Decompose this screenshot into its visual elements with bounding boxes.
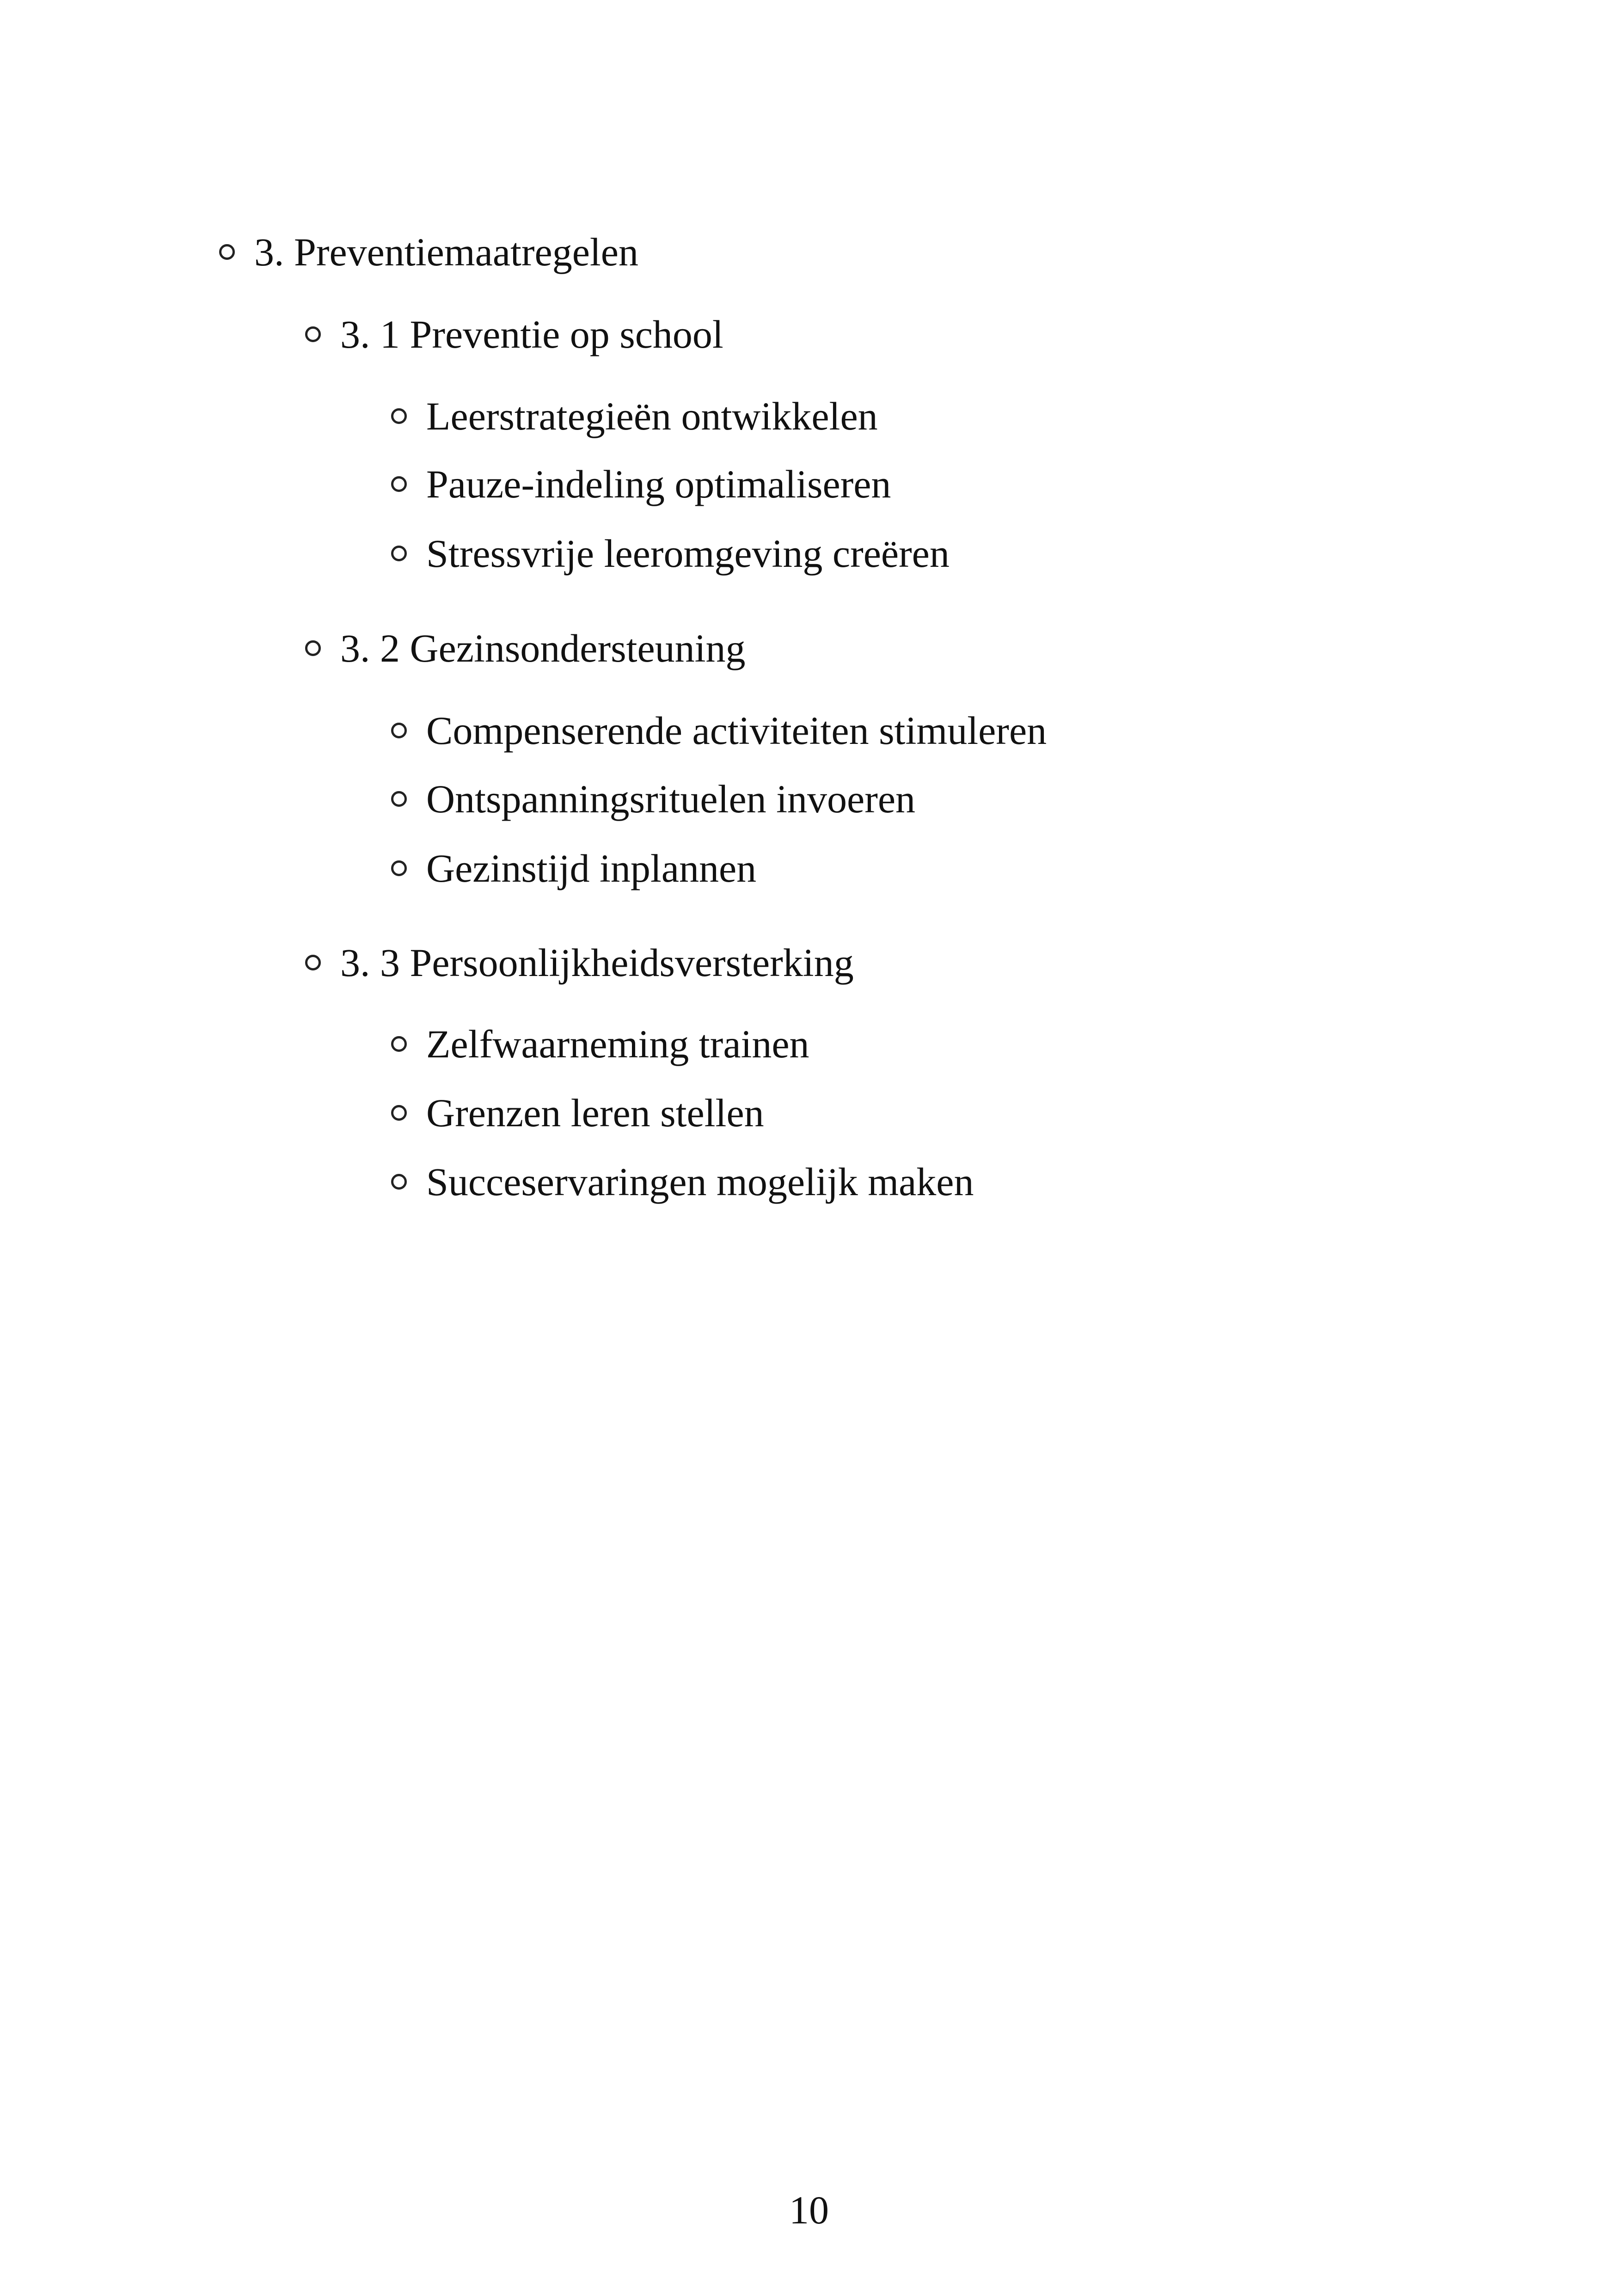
hollow-circle-bullet-icon: [391, 1036, 407, 1052]
list-item-text: Pauze-indeling optimaliseren: [426, 462, 891, 506]
hollow-circle-bullet-icon: [305, 326, 321, 342]
list-item-text: Gezinstijd inplannen: [426, 846, 757, 890]
subsection-heading: [305, 311, 723, 357]
list-item: [391, 530, 950, 577]
hollow-circle-bullet-icon: [305, 640, 321, 656]
subsection-title: 3. 3 Persoonlijkheidsversterking: [340, 940, 854, 985]
hollow-circle-bullet-icon: [391, 1174, 407, 1190]
hollow-circle-bullet-icon: [219, 244, 235, 260]
hollow-circle-bullet-icon: [391, 791, 407, 807]
hollow-circle-bullet-icon: [305, 955, 321, 970]
list-item: [391, 707, 1047, 754]
hollow-circle-bullet-icon: [391, 476, 407, 492]
list-item-text: Grenzen leren stellen: [426, 1091, 764, 1135]
hollow-circle-bullet-icon: [391, 408, 407, 424]
list-item: [391, 776, 915, 822]
list-item: [391, 845, 756, 891]
list-item: [391, 1090, 764, 1136]
list-item-text: Stressvrije leeromgeving creëren: [426, 531, 950, 576]
subsection-title: 3. 1 Preventie op school: [340, 312, 723, 356]
list-item-text: Ontspanningsrituelen invoeren: [426, 777, 916, 821]
hollow-circle-bullet-icon: [391, 860, 407, 876]
subsection-title: 3. 2 Gezinsondersteuning: [340, 626, 746, 670]
list-item-text: Zelfwaarneming trainen: [426, 1022, 809, 1066]
subsection-heading: [305, 939, 854, 986]
list-item: [391, 393, 878, 439]
section-title: 3. Preventiemaatregelen: [254, 230, 638, 274]
list-item: [391, 1021, 809, 1067]
page-number: 10: [789, 2188, 829, 2232]
hollow-circle-bullet-icon: [391, 546, 407, 561]
list-item: [391, 461, 891, 507]
hollow-circle-bullet-icon: [391, 723, 407, 738]
list-item: [391, 1159, 974, 1205]
section-heading: [219, 229, 638, 275]
list-item-text: Compenserende activiteiten stimuleren: [426, 708, 1047, 753]
list-item-text: Succeservaringen mogelijk maken: [426, 1160, 974, 1204]
list-item-text: Leerstrategieën ontwikkelen: [426, 394, 878, 438]
subsection-heading: [305, 625, 746, 671]
hollow-circle-bullet-icon: [391, 1105, 407, 1121]
